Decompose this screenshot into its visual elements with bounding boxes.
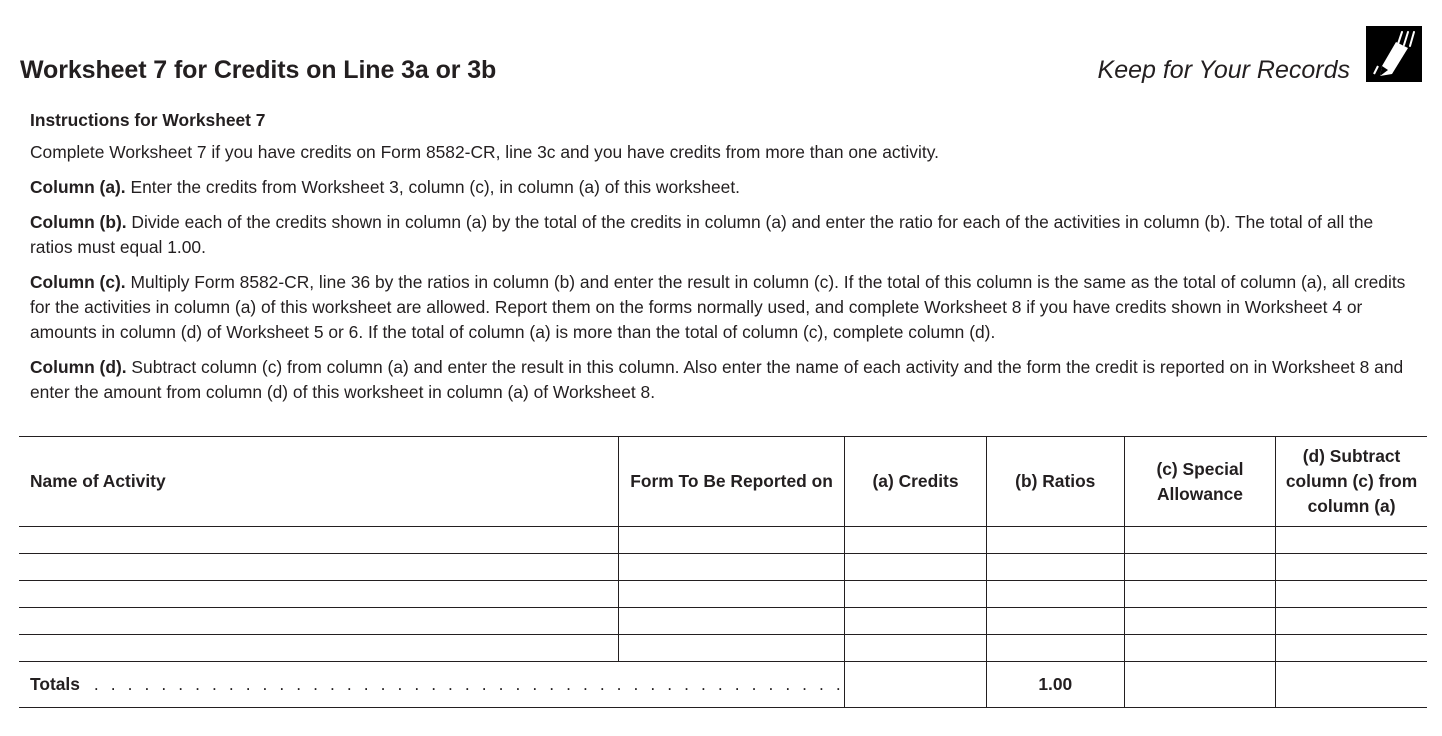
header-special-allowance: (c) Special Allowance [1124, 437, 1275, 527]
totals-label-cell [19, 662, 845, 708]
table-header-row [19, 437, 1427, 527]
form-reported-field[interactable] [618, 635, 845, 662]
form-reported-field[interactable] [618, 608, 845, 635]
name-of-activity-field[interactable] [19, 554, 618, 581]
keep-for-records-label: Keep for Your Records [1097, 56, 1350, 84]
totals-leader-dots: . . . . . . . . . . . . . . . . . . . . . . . . . . . . . . . . . . . . . . . . . . . . . [93, 674, 845, 694]
table-row [19, 527, 1427, 554]
ratios-field[interactable] [986, 554, 1124, 581]
header-form-to-be-reported: Form To Be Reported on [618, 437, 845, 527]
subtract-field[interactable] [1276, 608, 1427, 635]
credits-field[interactable] [845, 554, 986, 581]
totals-ratios-value: 1.00 [986, 662, 1124, 708]
header-name-of-activity: Name of Activity [19, 437, 618, 527]
header-ratios: (b) Ratios [986, 437, 1124, 527]
column-b-instruction [30, 210, 1410, 260]
column-b-label: Column (b). [30, 212, 127, 232]
column-c-label: Column (c). [30, 272, 126, 292]
totals-special-allowance-field[interactable] [1124, 662, 1275, 708]
subtract-field[interactable] [1276, 581, 1427, 608]
totals-row [19, 662, 1427, 708]
special-allowance-field[interactable] [1124, 581, 1275, 608]
ratios-field[interactable] [986, 527, 1124, 554]
table-row [19, 581, 1427, 608]
ratios-field[interactable] [986, 635, 1124, 662]
instructions-intro: Complete Worksheet 7 if you have credits on Form 8582-CR, line 3c and you have credits from more than one activity. [30, 142, 939, 162]
header-credits: (a) Credits [845, 437, 986, 527]
worksheet-table [19, 436, 1427, 708]
column-a-instruction [30, 175, 1410, 200]
totals-subtract-field[interactable] [1276, 662, 1427, 708]
credits-field[interactable] [845, 527, 986, 554]
column-b-text: Divide each of the credits shown in column (a) by the total of the credits in column (a) and enter the ratio for each of the activities in column (b). The total of all the ratios must equal 1.00. [30, 212, 1374, 257]
totals-credits-field[interactable] [845, 662, 986, 708]
subtract-field[interactable] [1276, 635, 1427, 662]
subtract-field[interactable] [1276, 554, 1427, 581]
column-c-text: Multiply Form 8582-CR, line 36 by the ratios in column (b) and enter the result in column (c). If the total of this column is the same as the total of column (a), all credits for the activities in column (a) of this worksheet are allowed. Report them on the forms normally used, and complete Worksheet 8 if you have credits shown in Worksheet 4 or amounts in column (d) of Worksheet 5 or 6. If the total of column (a) is more than the total of column (c), complete column (d). [30, 272, 1406, 342]
column-d-label: Column (d). [30, 357, 127, 377]
special-allowance-field[interactable] [1124, 635, 1275, 662]
column-a-text: Enter the credits from Worksheet 3, column (c), in column (a) of this worksheet. [125, 177, 741, 197]
worksheet-title: Worksheet 7 for Credits on Line 3a or 3b [20, 56, 497, 84]
special-allowance-field[interactable] [1124, 608, 1275, 635]
form-reported-field[interactable] [618, 554, 845, 581]
pencil-icon [1366, 26, 1422, 82]
column-a-label: Column (a). [30, 177, 126, 197]
special-allowance-field[interactable] [1124, 554, 1275, 581]
name-of-activity-field[interactable] [19, 527, 618, 554]
name-of-activity-field[interactable] [19, 581, 618, 608]
credits-field[interactable] [845, 581, 986, 608]
special-allowance-field[interactable] [1124, 527, 1275, 554]
ratios-field[interactable] [986, 608, 1124, 635]
column-c-instruction [30, 270, 1410, 345]
name-of-activity-field[interactable] [19, 635, 618, 662]
instructions-heading: Instructions for Worksheet 7 [30, 110, 266, 130]
table-row [19, 554, 1427, 581]
form-reported-field[interactable] [618, 581, 845, 608]
credits-field[interactable] [845, 635, 986, 662]
column-d-text: Subtract column (c) from column (a) and enter the result in this column. Also enter the name of each activity and the form the credit is reported on in Worksheet 8 and enter the amount from column (d) of this worksheet in column (a) of Worksheet 8. [30, 357, 1404, 402]
form-reported-field[interactable] [618, 527, 845, 554]
subtract-field[interactable] [1276, 527, 1427, 554]
header-subtract: (d) Subtract column (c) from column (a) [1276, 437, 1427, 527]
name-of-activity-field[interactable] [19, 608, 618, 635]
totals-label: Totals [30, 674, 80, 694]
table-row [19, 635, 1427, 662]
column-d-instruction [30, 355, 1410, 405]
instructions-block [30, 108, 1410, 415]
table-row [19, 608, 1427, 635]
credits-field[interactable] [845, 608, 986, 635]
ratios-field[interactable] [986, 581, 1124, 608]
